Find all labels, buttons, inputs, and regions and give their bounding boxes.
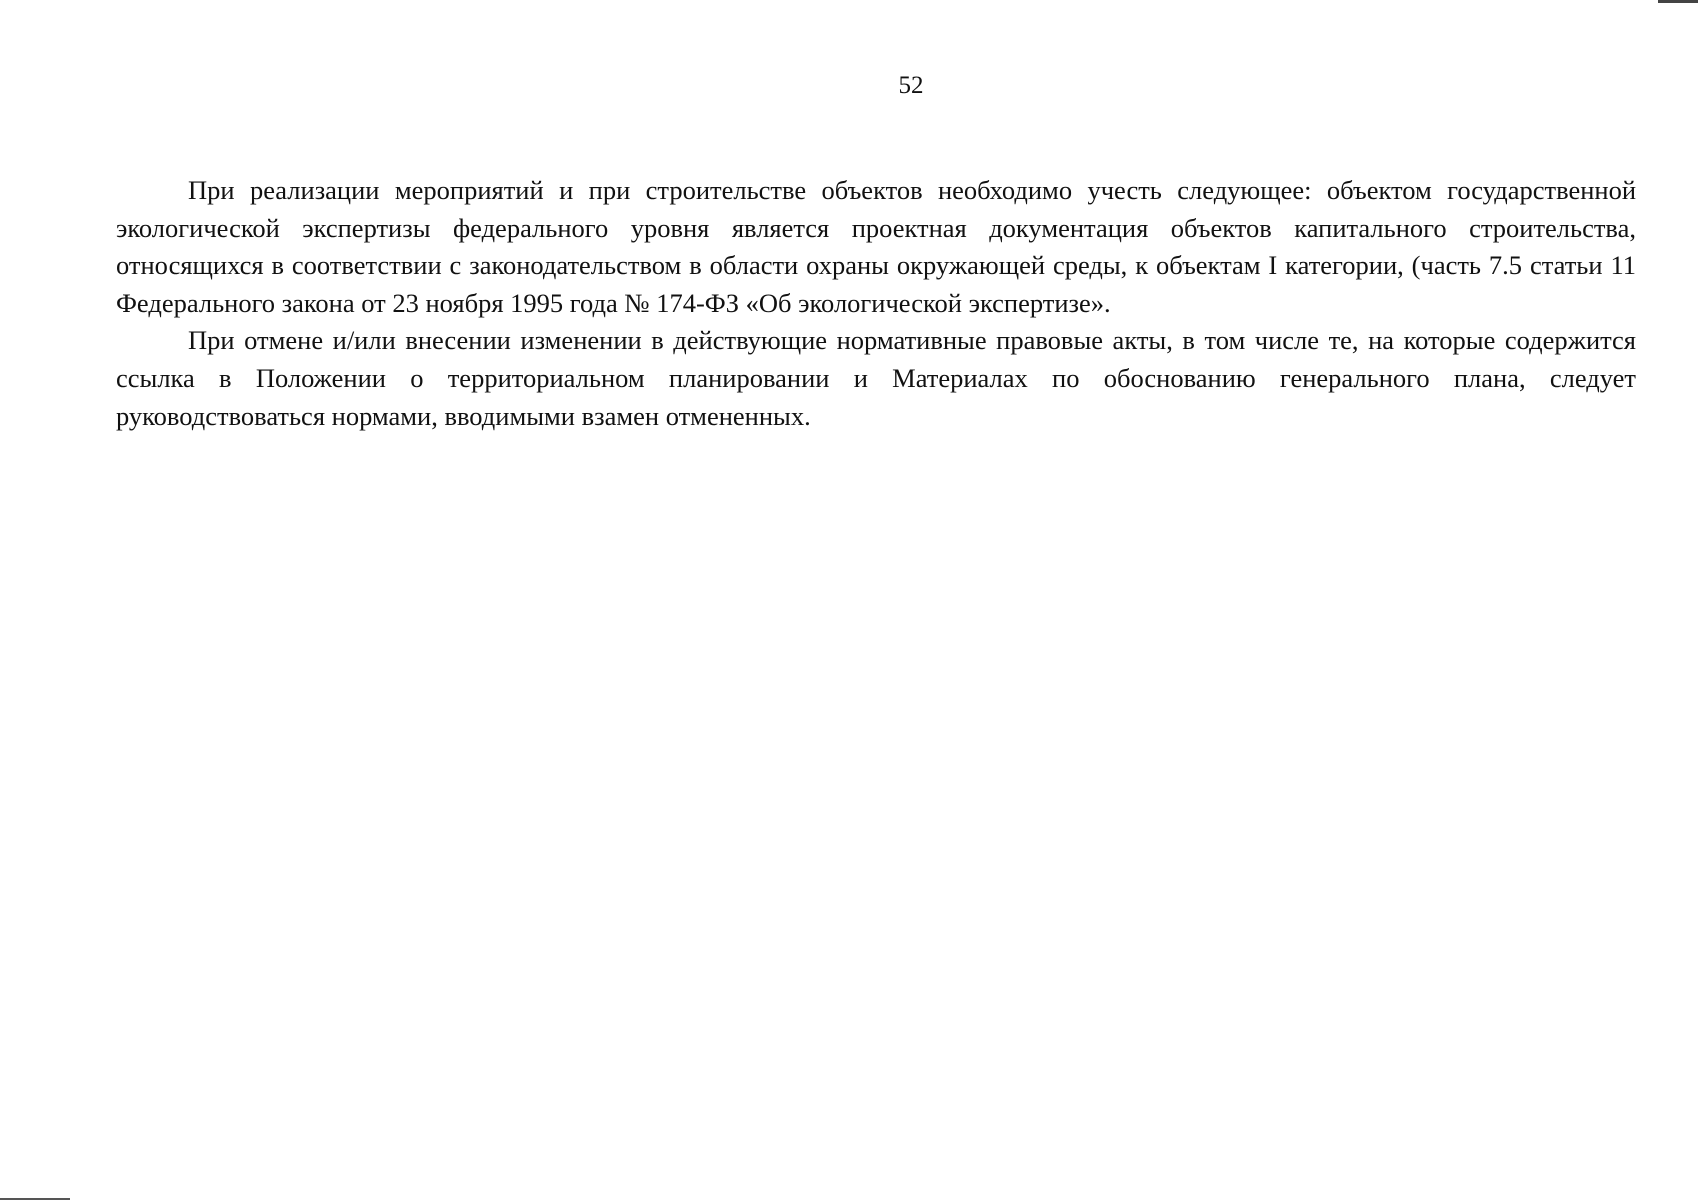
page-number: 52: [898, 72, 924, 99]
scan-edge-mark-top: [1658, 0, 1698, 3]
paragraph-ecological-expertise: При реализации мероприятий и при строительстве объектов необходимо учесть следующее: объектом государственной экологической экспертизы федерального уровня является проектная документация объектов капитального строительства, относящихся в соответствии с законодательством в области охраны окружающей среды, к объектам I категории, (часть 7.5 статьи 11 Федерального закона от 23 ноября 1995 года № 174-ФЗ «Об экологической экспертизе».: [116, 175, 1636, 318]
paragraph-regulatory-changes: При отмене и/или внесении изменении в действующие нормативные правовые акты, в том числе те, на которые содержится ссылка в Положении о территориальном планировании и Материалах по обоснованию генерального плана, следует руководствоваться нормами, вводимыми взамен отмененных.: [116, 325, 1636, 431]
document-body: [116, 172, 1636, 435]
